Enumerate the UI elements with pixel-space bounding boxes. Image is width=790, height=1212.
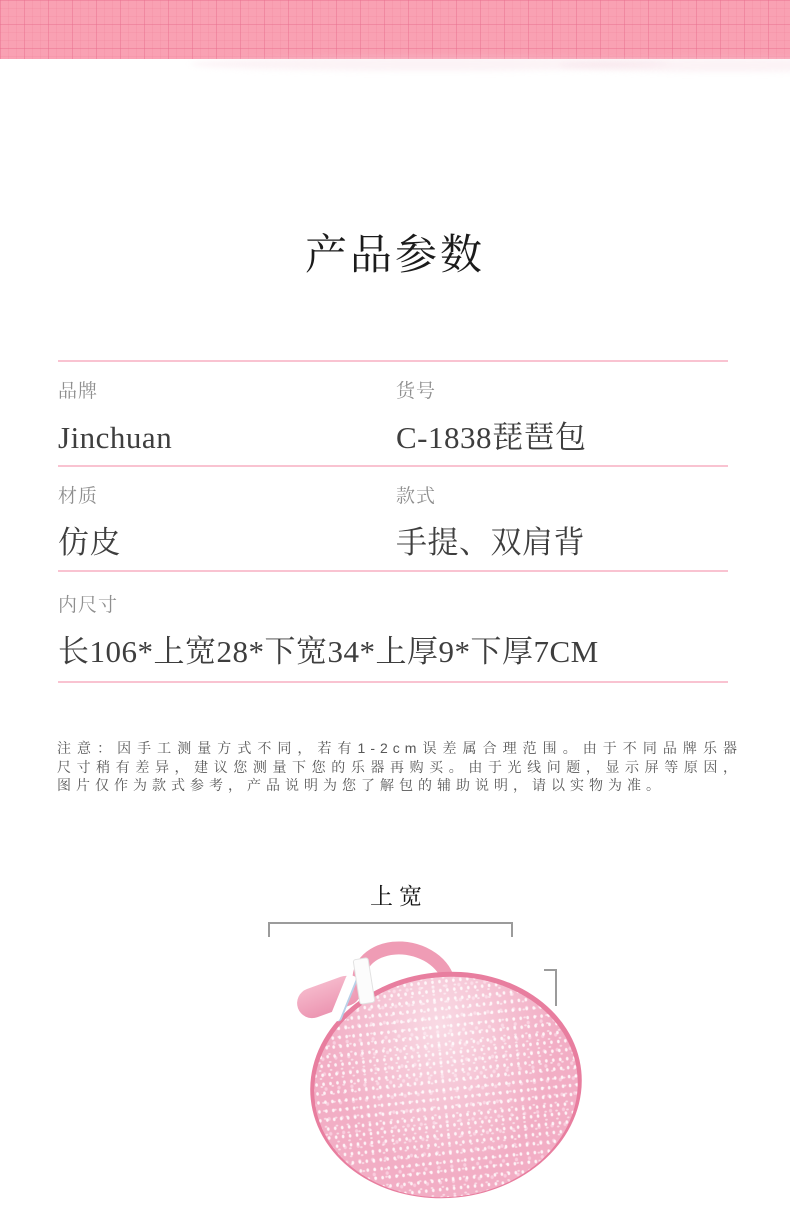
size-diagram-section — [0, 862, 790, 1006]
top-width-measure-label: 上宽 — [370, 884, 428, 909]
spec-cell-item-number — [396, 362, 728, 465]
spec-value-brand: Jinchuan — [58, 420, 173, 455]
spec-label-material: 材质 — [58, 486, 99, 507]
pink-grid-banner — [0, 0, 790, 59]
spec-row-brand-item — [58, 362, 728, 467]
spec-label-inner-size: 内尺寸 — [58, 595, 119, 616]
spec-value-material: 仿皮 — [58, 525, 121, 560]
spec-cell-style — [396, 467, 728, 570]
product-spec-table — [58, 360, 728, 683]
spec-value-style: 手提、双肩背 — [396, 525, 585, 560]
spec-row-material-style — [58, 467, 728, 572]
page-title: 产品参数 — [304, 233, 485, 279]
spec-label-style: 款式 — [396, 486, 437, 507]
spec-cell-brand — [58, 362, 396, 465]
spec-cell-inner-size — [58, 572, 728, 681]
banner-cloud-decoration — [560, 58, 790, 72]
spec-value-inner-size: 长106*上宽28*下宽34*上厚9*下厚7CM — [58, 634, 599, 669]
spec-label-brand: 品牌 — [58, 381, 99, 402]
product-bag-image — [0, 862, 790, 1006]
note-line-3: 图片仅作为款式参考，产品说明为您了解包的辅助说明，请以实物为准。 — [57, 777, 665, 794]
spec-value-item-number: C-1838琵琶包 — [396, 420, 587, 455]
spec-row-inner-size — [58, 572, 728, 683]
spec-label-item-number: 货号 — [396, 381, 437, 402]
note-line-1: 注意：因手工测量方式不同，若有1-2cm误差属合理范围。由于不同品牌乐器 — [57, 740, 742, 756]
note-line-2: 尺寸稍有差异，建议您测量下您的乐器再购买。由于光线问题，显示屏等原因， — [57, 758, 742, 775]
measurement-disclaimer-note — [57, 739, 742, 795]
spec-cell-material — [58, 467, 396, 570]
